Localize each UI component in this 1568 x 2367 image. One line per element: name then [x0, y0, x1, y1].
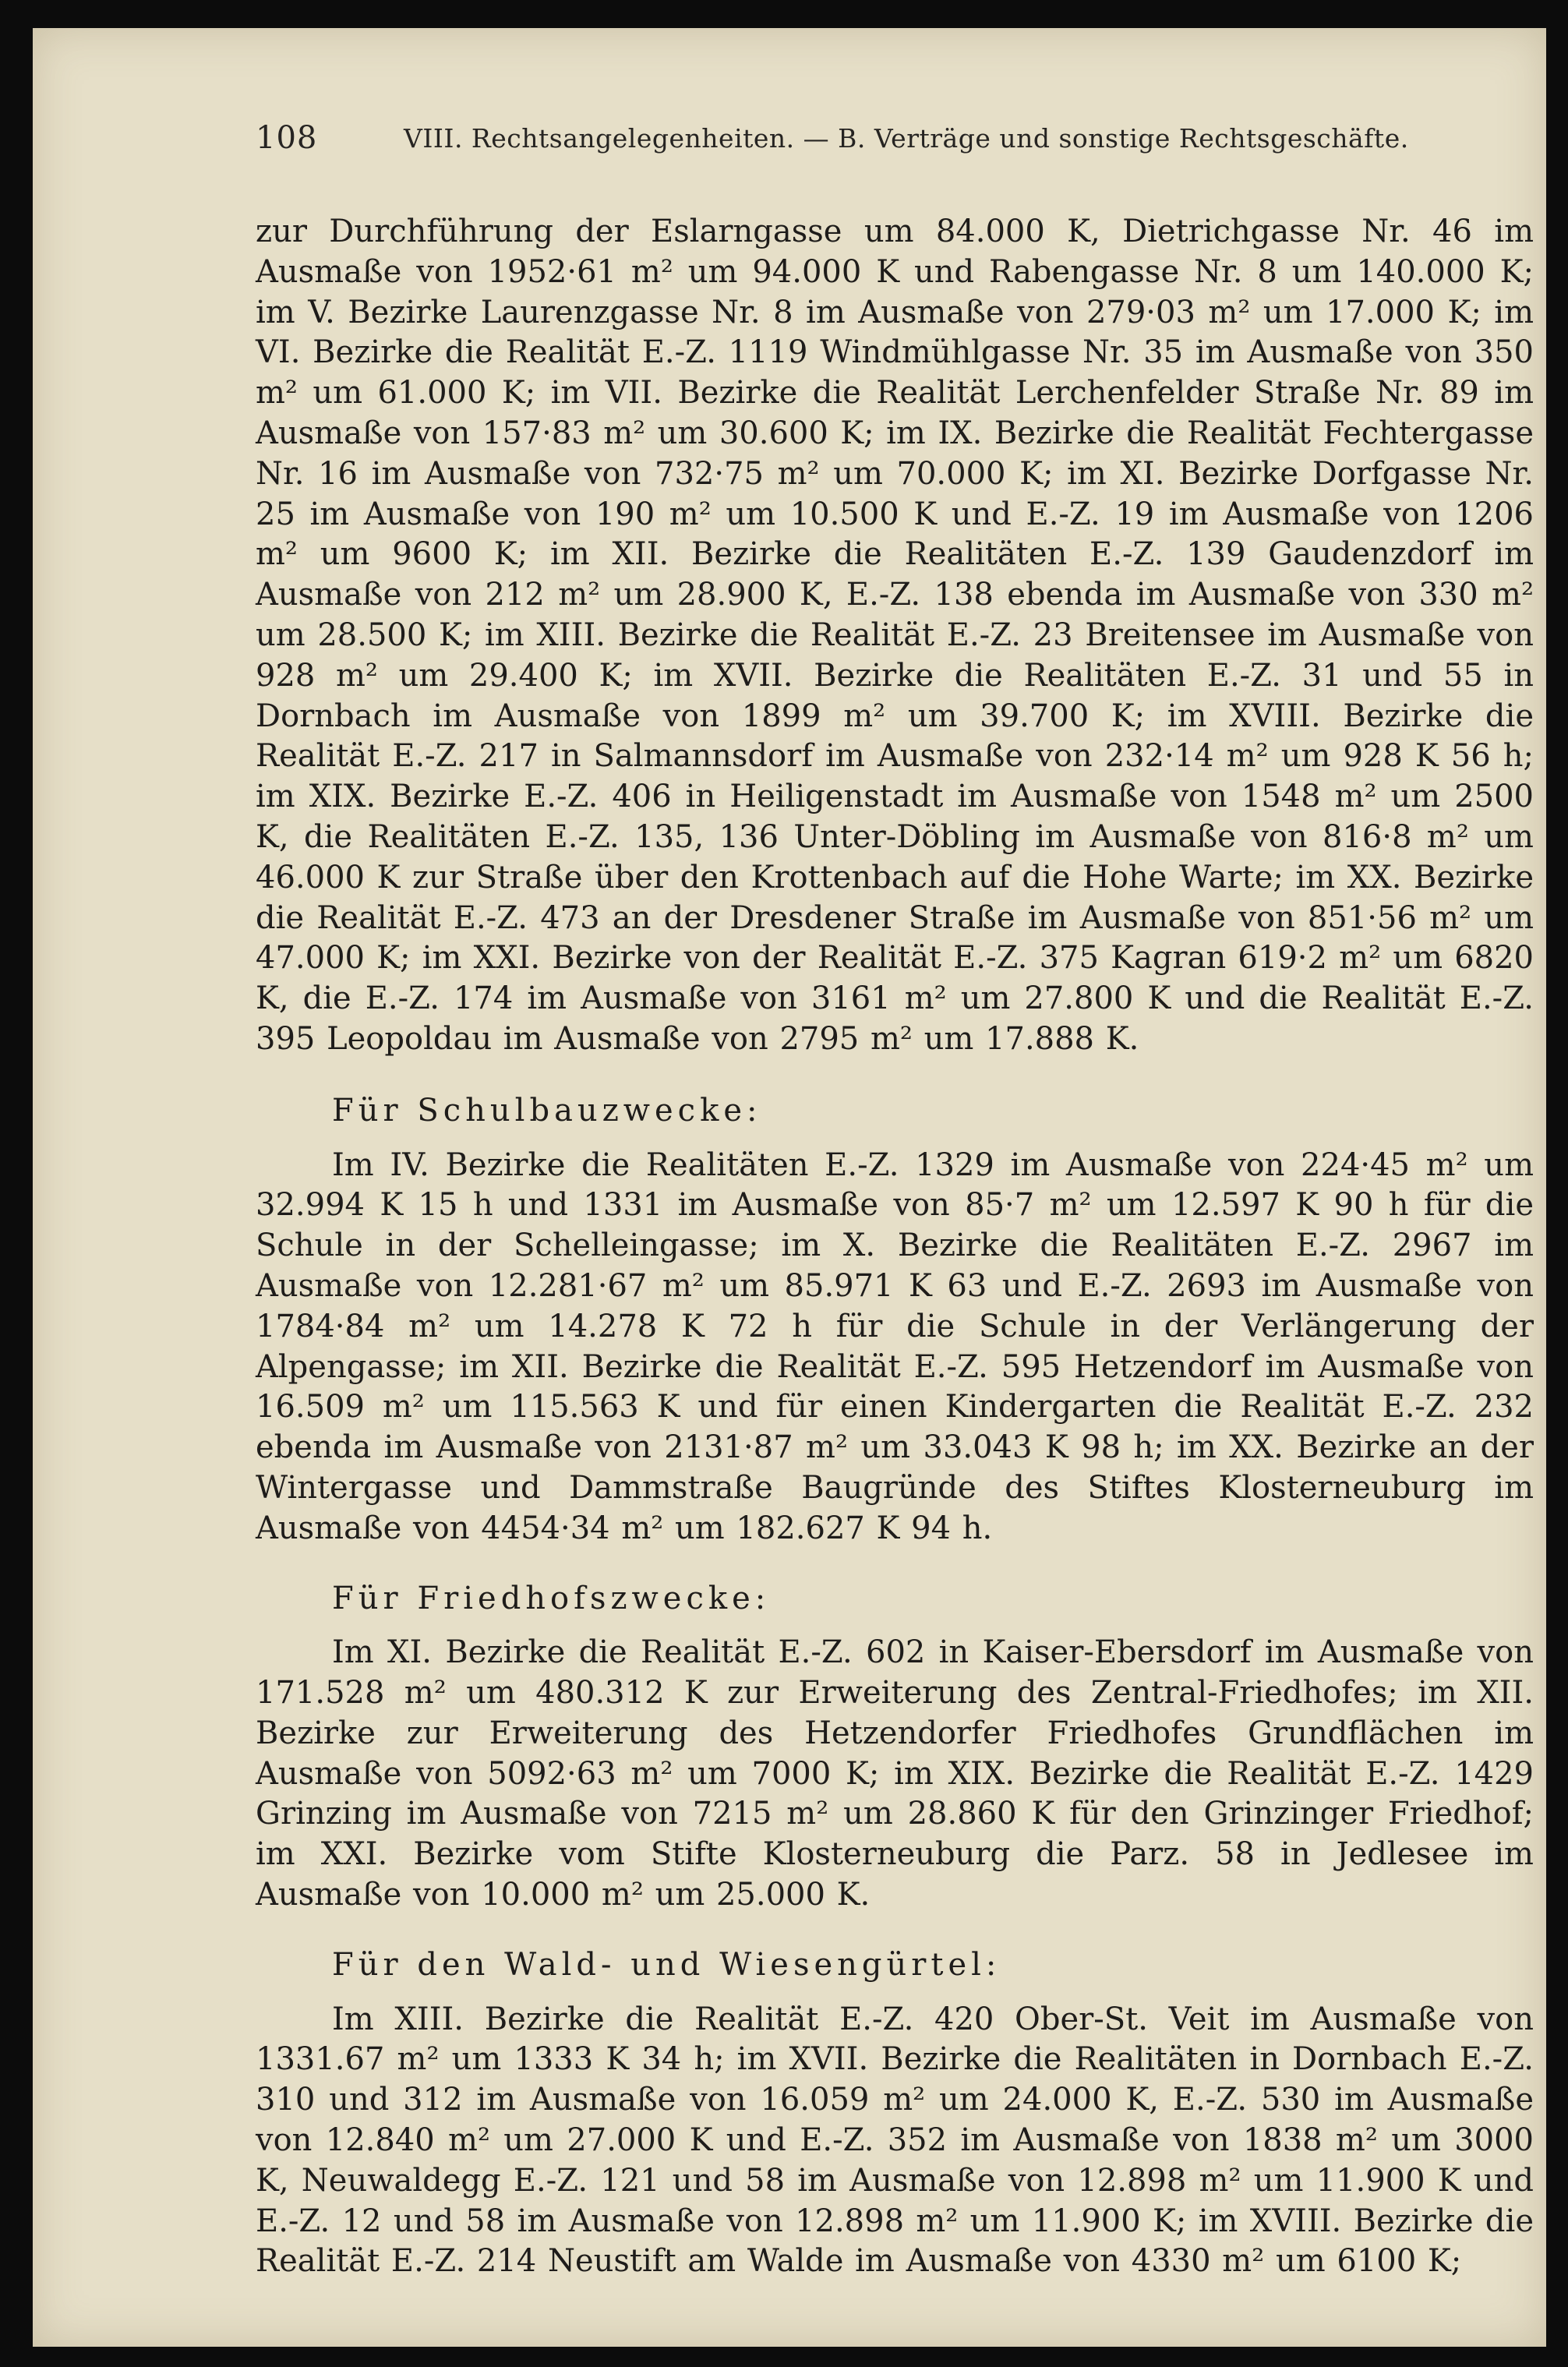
schulbau-paragraph: Im IV. Bezirke die Realitäten E.-Z. 1329 im Ausmaße von 224·45 m² um 32.994 K 15 h und 1331 im Ausmaße von 85·7 m² um 12.597 K 90 h für die Schule in der Schelleingasse; im X. Bezirke die Realitäten E.-Z. 2967 im Ausmaße von 12.281·67 m² um 85.971 K 63 und E.-Z. 2693 im Ausmaße von 1784·84 m² um 14.278 K 72 h für die Schule in der Verlängerung der Alpengasse; im XII. Bezirke die Realität E.-Z. 595 Hetzendorf im Ausmaße von 16.509 m² um 115.563 K und für einen Kindergarten die Realität E.-Z. 232 ebenda im Ausmaße von 2131·87 m² um 33.043 K 98 h; im XX. Bezirke an der Wintergasse und Dammstraße Baugründe des Stiftes Klosterneuburg im Ausmaße von 4454·34 m² um 182.627 K 94 h. [256, 1146, 1534, 1546]
waldguertel-paragraph: Im XIII. Bezirke die Realität E.-Z. 420 Ober-St. Veit im Ausmaße von 1331.67 m² um 1333 K 34 h; im XVII. Bezirke die Realitäten in Dornbach E.-Z. 310 und 312 im Ausmaße von 16.059 m² um 24.000 K, E.-Z. 530 im Ausmaße von 12.840 m² um 27.000 K und E.-Z. 352 im Ausmaße von 1838 m² um 3000 K, Neuwaldegg E.-Z. 121 und 58 im Ausmaße von 12.898 m² um 11.900 K und E.-Z. 12 und 58 im Ausmaße von 12.898 m² um 11.900 K; im XVIII. Bezirke die Realität E.-Z. 214 Neustift am Walde im Ausmaße von 4330 m² um 6100 K; [256, 2001, 1534, 2280]
body-text [256, 212, 1534, 2282]
intro-paragraph: zur Durchführung der Eslarngasse um 84.000 K, Dietrichgasse Nr. 46 im Ausmaße von 1952·61 m² um 94.000 K und Rabengasse Nr. 8 um 140.000 K; im V. Bezirke Laurenzgasse Nr. 8 im Ausmaße von 279·03 m² um 17.000 K; im VI. Bezirke die Realität E.-Z. 1119 Windmühlgasse Nr. 35 im Ausmaße von 350 m² um 61.000 K; im VII. Bezirke die Realität Lerchenfelder Straße Nr. 89 im Ausmaße von 157·83 m² um 30.600 K; im IX. Bezirke die Realität Fechtergasse Nr. 16 im Ausmaße von 732·75 m² um 70.000 K; im XI. Bezirke Dorfgasse Nr. 25 im Ausmaße von 190 m² um 10.500 K und E.-Z. 19 im Ausmaße von 1206 m² um 9600 K; im XII. Bezirke die Realitäten E.-Z. 139 Gaudenzdorf im Ausmaße von 212 m² um 28.900 K, E.-Z. 138 ebenda im Ausmaße von 330 m² um 28.500 K; im XIII. Bezirke die Realität E.-Z. 23 Breitensee im Ausmaße von 928 m² um 29.400 K; im XVII. Bezirke die Realitäten E.-Z. 31 und 55 in Dornbach im Ausmaße von 1899 m² um 39.700 K; im XVIII. Bezirke die Realität E.-Z. 217 in Salmannsdorf im Ausmaße von 232·14 m² um 928 K 56 h; im XIX. Bezirke E.-Z. 406 in Heiligenstadt im Ausmaße von 1548 m² um 2500 K, die Realitäten E.-Z. 135, 136 Unter-Döbling im Ausmaße von 816·8 m² um 46.000 K zur Straße über den Krottenbach auf die Hohe Warte; im XX. Bezirke die Realität E.-Z. 473 an der Dresdener Straße im Ausmaße von 851·56 m² um 47.000 K; im XXI. Bezirke von der Realität E.-Z. 375 Kagran 619·2 m² um 6820 K, die E.-Z. 174 im Ausmaße von 3161 m² um 27.800 K und die Realität E.-Z. 395 Leopoldau im Ausmaße von 2795 m² um 17.888 K. [256, 214, 1534, 1057]
section-heading-friedhof: Für Friedhofszwecke: [332, 1580, 771, 1616]
page-number: 108 [256, 120, 318, 156]
friedhof-paragraph: Im XI. Bezirke die Realität E.-Z. 602 in Kaiser-Ebersdorf im Ausmaße von 171.528 m² um 480.312 K zur Erweiterung des Zentral-Friedhofes; im XII. Bezirke zur Erweiterung des Hetzendorfer Friedhofes Grundflächen im Ausmaße von 5092·63 m² um 7000 K; im XIX. Bezirke die Realität E.-Z. 1429 Grinzing im Ausmaße von 7215 m² um 28.860 K für den Grinzinger Friedhof; im XXI. Bezirke vom Stifte Klosterneuburg die Parz. 58 in Jedlesee im Ausmaße von 10.000 m² um 25.000 K. [256, 1634, 1534, 1913]
running-head: VIII. Rechtsangelegenheiten. — B. Verträge und sonstige Rechtsgeschäfte. [404, 123, 1409, 154]
section-heading-schulbau: Für Schulbauzwecke: [332, 1092, 762, 1129]
page-header [256, 120, 1409, 182]
section-heading-waldguertel: Für den Wald- und Wiesengürtel: [332, 1946, 1001, 1983]
book-page [33, 28, 1546, 2347]
